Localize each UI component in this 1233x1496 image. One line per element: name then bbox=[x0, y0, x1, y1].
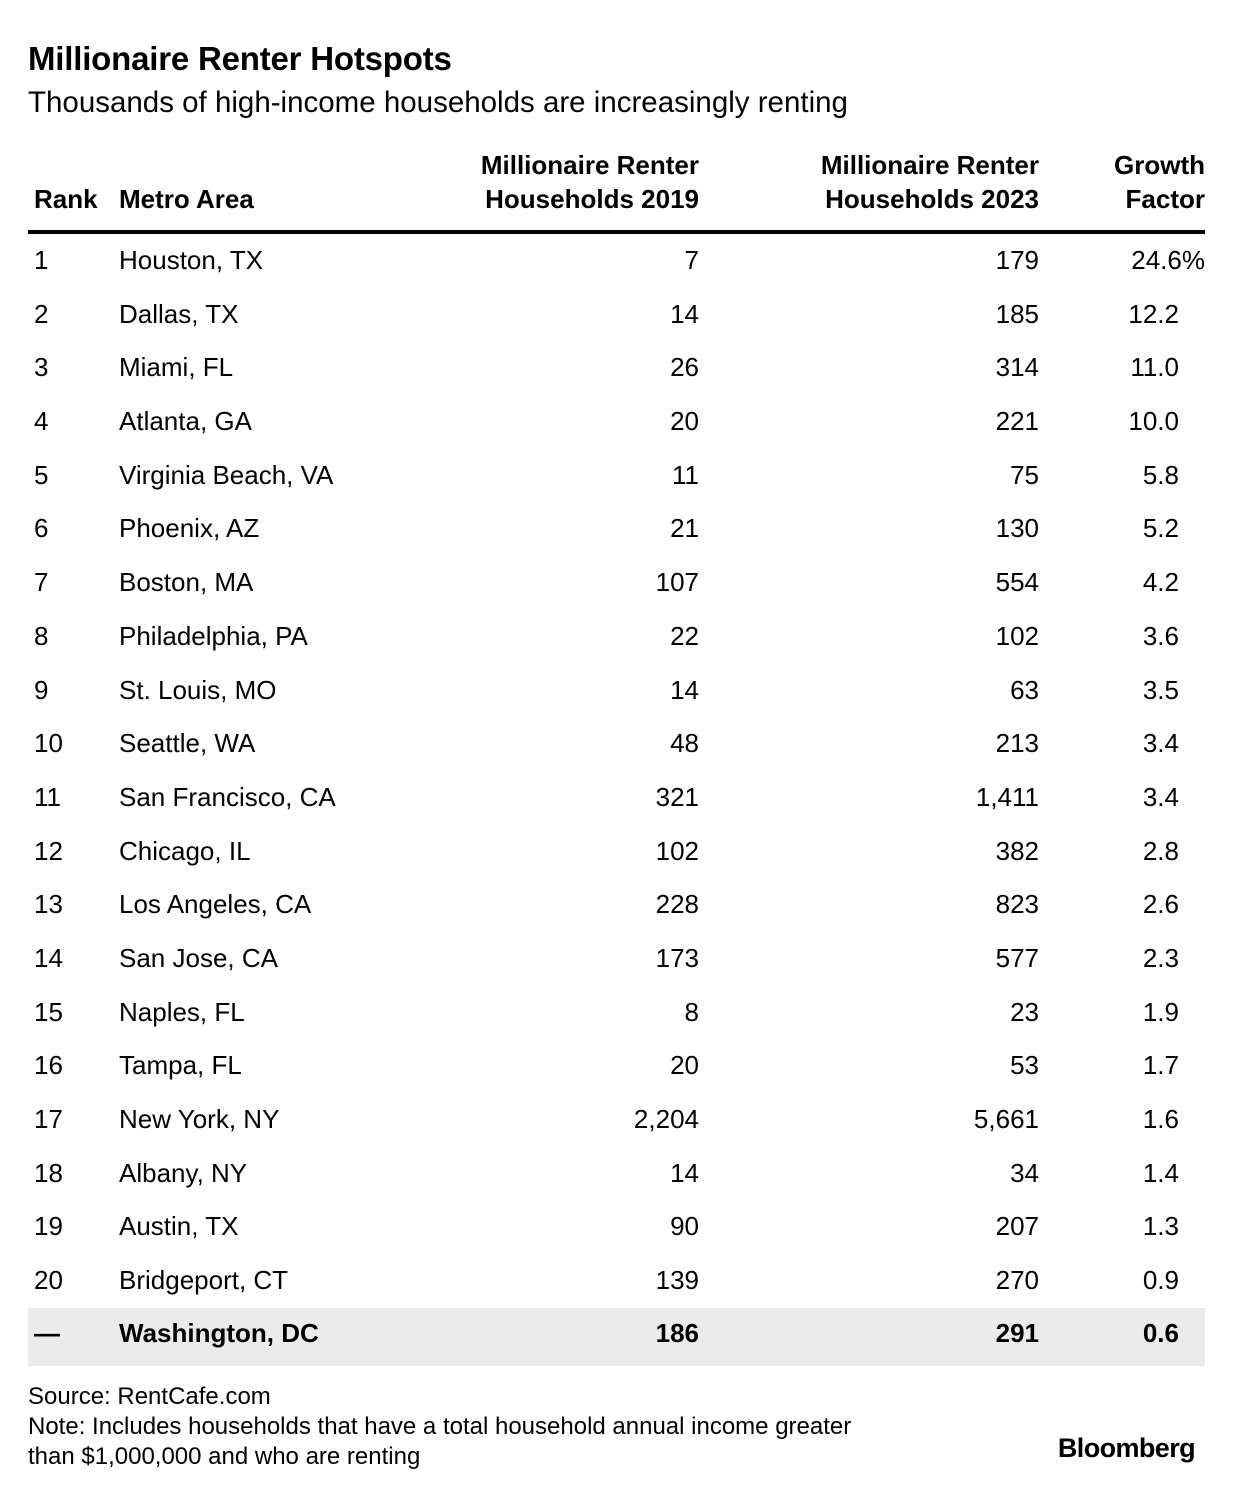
bloomberg-logo: Bloomberg bbox=[1057, 1433, 1195, 1463]
cell-households-2019: 186 bbox=[655, 1317, 699, 1348]
cell-growth-factor: 2.3 bbox=[1142, 942, 1179, 973]
table-row-highlight bbox=[28, 1308, 1205, 1366]
cell-rank: 10 bbox=[34, 728, 63, 759]
cell-households-2023: 185 bbox=[995, 298, 1039, 329]
table-row bbox=[28, 395, 1205, 449]
cell-households-2019: 26 bbox=[670, 352, 699, 383]
cell-rank: 1 bbox=[34, 245, 49, 275]
cell-growth-factor: 1.4 bbox=[1142, 1157, 1179, 1188]
cell-households-2019: 22 bbox=[670, 620, 699, 651]
cell-rank: 3 bbox=[34, 352, 49, 383]
cell-households-2019: 14 bbox=[670, 1157, 699, 1188]
cell-rank: 4 bbox=[34, 406, 49, 437]
cell-growth-factor: 5.2 bbox=[1142, 513, 1179, 544]
cell-rank: 9 bbox=[34, 674, 49, 705]
cell-households-2019: 21 bbox=[670, 513, 699, 544]
cell-households-2019: 321 bbox=[655, 781, 699, 812]
cell-households-2019: 7 bbox=[684, 245, 699, 275]
note-line-2: than $1,000,000 and who are renting bbox=[28, 1443, 421, 1470]
cell-rank: 8 bbox=[34, 620, 49, 651]
cell-households-2023: 53 bbox=[1010, 1050, 1039, 1081]
cell-households-2023: 23 bbox=[1010, 996, 1039, 1027]
source-note: Source: RentCafe.com bbox=[28, 1383, 271, 1410]
cell-households-2023: 63 bbox=[1010, 674, 1039, 705]
header-growth-line1: Growth bbox=[1114, 150, 1205, 180]
cell-households-2019: 139 bbox=[655, 1265, 699, 1296]
cell-growth-factor: 11.0 bbox=[1130, 352, 1179, 383]
footer bbox=[28, 1382, 851, 1472]
header-households-2023 bbox=[821, 148, 1039, 216]
table-row bbox=[28, 664, 1205, 718]
header-2019-line1: Millionaire Renter bbox=[480, 150, 699, 180]
cell-metro-area: Washington, DC bbox=[119, 1317, 319, 1348]
cell-growth-factor: 2.6 bbox=[1142, 889, 1179, 920]
cell-metro-area: Los Angeles, CA bbox=[119, 889, 312, 920]
cell-households-2019: 228 bbox=[655, 889, 699, 920]
header-metro-area bbox=[119, 182, 254, 216]
table-row bbox=[28, 1200, 1205, 1254]
cell-households-2023: 382 bbox=[995, 835, 1039, 866]
cell-rank: 2 bbox=[34, 298, 49, 329]
cell-households-2023: 1,411 bbox=[975, 781, 1039, 812]
cell-households-2023: 221 bbox=[995, 406, 1039, 437]
header-metro-label: Metro Area bbox=[119, 184, 254, 214]
cell-metro-area: Naples, FL bbox=[119, 996, 245, 1027]
table-row bbox=[28, 341, 1205, 395]
cell-growth-factor: 3.5 bbox=[1142, 674, 1179, 705]
table-row bbox=[28, 717, 1205, 771]
cell-metro-area: Philadelphia, PA bbox=[119, 620, 308, 651]
cell-rank: 17 bbox=[34, 1104, 63, 1134]
cell-growth-factor: 5.8 bbox=[1142, 459, 1179, 490]
chart-subtitle: Thousands of high-income households are increasingly renting bbox=[28, 86, 848, 119]
cell-growth-factor: 1.7 bbox=[1142, 1050, 1179, 1081]
table-row bbox=[28, 878, 1205, 932]
cell-rank: 12 bbox=[34, 835, 63, 866]
header-growth-line2: Factor bbox=[1125, 184, 1205, 214]
cell-households-2023: 5,661 bbox=[973, 1104, 1039, 1134]
cell-growth-factor: 12.2 bbox=[1128, 298, 1179, 329]
cell-households-2019: 2,204 bbox=[633, 1104, 699, 1134]
header-households-2019 bbox=[481, 148, 699, 216]
cell-rank: 20 bbox=[34, 1265, 63, 1296]
table-row bbox=[28, 771, 1205, 825]
cell-metro-area: Virginia Beach, VA bbox=[119, 459, 334, 490]
cell-rank: 6 bbox=[34, 513, 49, 544]
header-2019-line2: Households 2019 bbox=[485, 184, 699, 214]
cell-households-2019: 173 bbox=[655, 942, 699, 973]
header-growth-factor bbox=[1114, 148, 1205, 216]
cell-households-2019: 20 bbox=[670, 1050, 699, 1081]
cell-metro-area: Seattle, WA bbox=[119, 728, 256, 759]
table-row bbox=[28, 986, 1205, 1040]
cell-growth-factor: 2.8 bbox=[1142, 835, 1179, 866]
cell-metro-area: Austin, TX bbox=[119, 1211, 239, 1242]
cell-households-2023: 823 bbox=[995, 889, 1039, 920]
cell-metro-area: Bridgeport, CT bbox=[119, 1265, 289, 1296]
cell-metro-area: Boston, MA bbox=[119, 567, 254, 598]
cell-households-2023: 270 bbox=[995, 1265, 1039, 1296]
cell-metro-area: Chicago, IL bbox=[119, 835, 251, 866]
cell-metro-area: Albany, NY bbox=[119, 1157, 248, 1188]
cell-households-2023: 291 bbox=[995, 1317, 1039, 1348]
cell-metro-area: Houston, TX bbox=[119, 245, 264, 275]
cell-rank: 5 bbox=[34, 459, 49, 490]
cell-metro-area: Tampa, FL bbox=[119, 1050, 242, 1081]
table-row bbox=[28, 1254, 1205, 1308]
cell-rank: 16 bbox=[34, 1050, 63, 1081]
table-row bbox=[28, 1147, 1205, 1201]
cell-households-2023: 75 bbox=[1010, 459, 1039, 490]
cell-metro-area: St. Louis, MO bbox=[119, 674, 277, 705]
cell-households-2023: 207 bbox=[995, 1211, 1039, 1242]
cell-households-2019: 48 bbox=[670, 728, 699, 759]
cell-rank: 18 bbox=[34, 1157, 63, 1188]
cell-growth-factor: 3.6 bbox=[1142, 620, 1179, 651]
cell-metro-area: Atlanta, GA bbox=[119, 406, 252, 437]
chart-title: Millionaire Renter Hotspots bbox=[28, 40, 452, 77]
cell-growth-factor: 0.9 bbox=[1142, 1265, 1179, 1296]
table-row bbox=[28, 288, 1205, 342]
cell-metro-area: San Jose, CA bbox=[119, 942, 278, 973]
cell-households-2023: 577 bbox=[995, 942, 1039, 973]
cell-rank: — bbox=[34, 1317, 60, 1348]
cell-households-2023: 34 bbox=[1010, 1157, 1039, 1188]
table-row bbox=[28, 610, 1205, 664]
cell-growth-factor: 0.6 bbox=[1142, 1317, 1179, 1348]
cell-households-2019: 14 bbox=[670, 298, 699, 329]
cell-growth-factor: 1.3 bbox=[1142, 1211, 1179, 1242]
table-header bbox=[28, 148, 1205, 234]
cell-households-2019: 107 bbox=[655, 567, 699, 598]
cell-rank: 19 bbox=[34, 1211, 63, 1242]
cell-growth-factor: 24.6% bbox=[1131, 245, 1205, 275]
cell-growth-factor: 10.0 bbox=[1128, 406, 1179, 437]
note-line-1: Note: Includes households that have a total household annual income greater bbox=[28, 1413, 852, 1440]
table-row bbox=[28, 234, 1205, 288]
table-row bbox=[28, 449, 1205, 503]
cell-households-2023: 179 bbox=[995, 245, 1039, 275]
cell-households-2019: 11 bbox=[672, 459, 699, 490]
table-row bbox=[28, 825, 1205, 879]
cell-metro-area: San Francisco, CA bbox=[119, 781, 336, 812]
cell-growth-factor: 4.2 bbox=[1142, 567, 1179, 598]
header-rank-label: Rank bbox=[34, 184, 98, 214]
cell-growth-factor: 1.9 bbox=[1142, 996, 1179, 1027]
cell-rank: 15 bbox=[34, 996, 63, 1027]
cell-rank: 14 bbox=[34, 942, 63, 973]
cell-rank: 13 bbox=[34, 889, 63, 920]
cell-metro-area: New York, NY bbox=[119, 1104, 280, 1134]
table-row bbox=[28, 556, 1205, 610]
cell-metro-area: Dallas, TX bbox=[119, 298, 239, 329]
table-row bbox=[28, 1093, 1205, 1147]
cell-growth-factor: 3.4 bbox=[1142, 781, 1179, 812]
cell-households-2019: 8 bbox=[684, 996, 699, 1027]
header-2023-line2: Households 2023 bbox=[825, 184, 1039, 214]
cell-growth-factor: 1.6 bbox=[1142, 1104, 1179, 1134]
cell-households-2019: 14 bbox=[670, 674, 699, 705]
header-rank bbox=[34, 182, 98, 216]
cell-households-2019: 90 bbox=[670, 1211, 699, 1242]
cell-rank: 7 bbox=[34, 567, 49, 598]
cell-households-2019: 20 bbox=[670, 406, 699, 437]
table-row bbox=[28, 502, 1205, 556]
cell-metro-area: Phoenix, AZ bbox=[119, 513, 260, 544]
cell-rank: 11 bbox=[34, 781, 61, 812]
cell-households-2019: 102 bbox=[655, 835, 699, 866]
cell-households-2023: 314 bbox=[995, 352, 1039, 383]
table-row bbox=[28, 932, 1205, 986]
cell-households-2023: 554 bbox=[995, 567, 1039, 598]
table-body bbox=[28, 234, 1205, 1308]
header-2023-line1: Millionaire Renter bbox=[820, 150, 1039, 180]
cell-households-2023: 213 bbox=[995, 728, 1039, 759]
cell-growth-factor: 3.4 bbox=[1142, 728, 1179, 759]
table-row bbox=[28, 1039, 1205, 1093]
cell-metro-area: Miami, FL bbox=[119, 352, 234, 383]
cell-households-2023: 102 bbox=[995, 620, 1039, 651]
data-table bbox=[28, 148, 1205, 1366]
cell-households-2023: 130 bbox=[995, 513, 1039, 544]
